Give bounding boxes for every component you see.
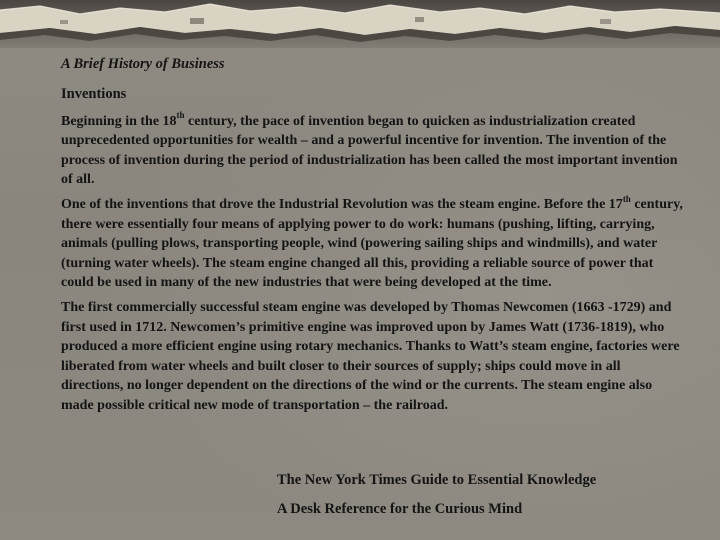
paragraph-2-text-a: One of the inventions that drove the Industrial Revolution was the steam engine. Before the 17 xyxy=(61,197,623,213)
paragraph-2 xyxy=(61,195,683,292)
paragraph-1-superscript: th xyxy=(176,110,185,121)
slide-subtitle: Inventions xyxy=(61,86,127,103)
torn-paper-graphic xyxy=(0,0,720,48)
slide-content xyxy=(61,52,683,421)
paragraph-2-superscript: th xyxy=(622,193,631,204)
slide-title: A Brief History of Business xyxy=(61,56,225,72)
paragraph-2-text-b: century, there were essentially four means of applying power to do work: humans (pushing, lifting, carrying, animals (pulling plows, transporting people, wind (powering sailing ships and windmills), and water (turning water wheels). The steam engine changed all this, providing a reliable source of power that could be used in many of the new industries that were being developed at the time. xyxy=(61,197,683,291)
source-line-1: The New York Times Guide to Essential Knowledge xyxy=(277,472,597,488)
paragraph-1 xyxy=(61,112,683,190)
torn-paper-border xyxy=(0,0,720,48)
paragraph-3: The first commercially successful steam engine was developed by Thomas Newcomen (1663 -1729) and first used in 1712. Newcomen’s primitive engine was improved upon by James Watt (1736-1819), who produced a more efficient engine using rotary mechanics. Thanks to Watt’s steam engine, factories were liberated from water wheels and built closer to their sources of supply; ships could move in all directions, no longer dependent on the directions of the wind or the currents. The steam engine also made possible critical new mode of transportation – the railroad. xyxy=(61,300,680,413)
paragraph-1-text-a: Beginning in the 18 xyxy=(61,113,177,129)
source-line-2: A Desk Reference for the Curious Mind xyxy=(277,501,523,517)
paragraph-1-text-b: century, the pace of invention began to quicken as industrialization created unprecedented opportunities for wealth – and a powerful incentive for invention. The invention of the process of invention during the period of industrialization has been called the most important invention of all. xyxy=(61,113,678,188)
